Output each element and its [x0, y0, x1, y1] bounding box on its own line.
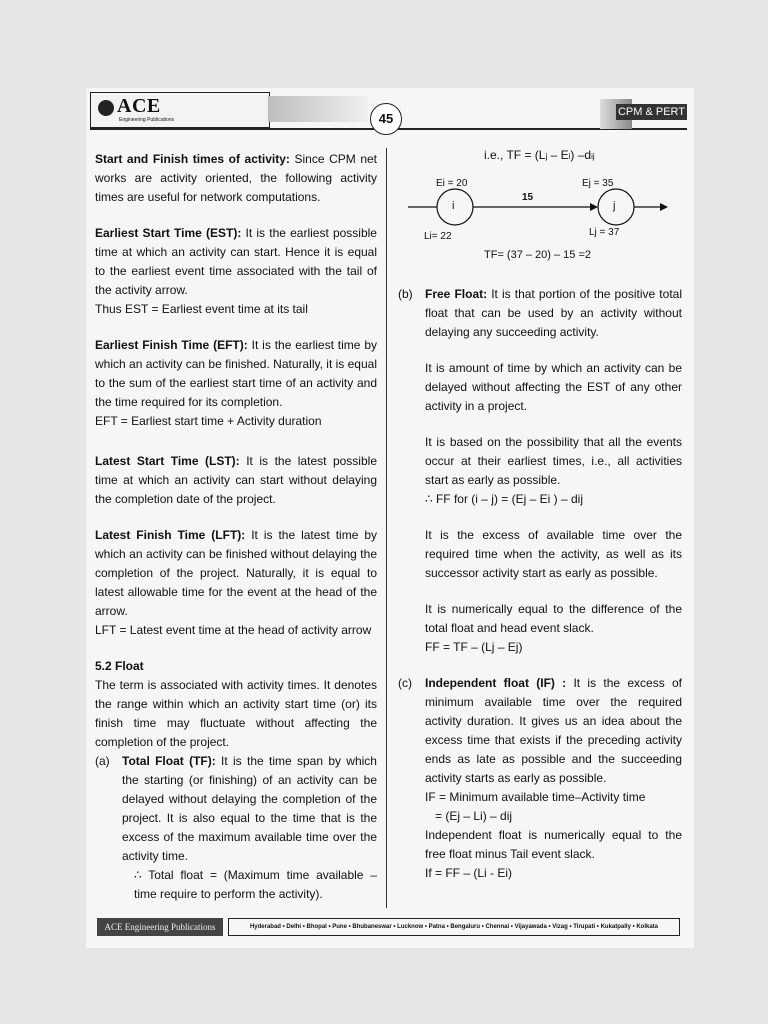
lst-heading: Latest Start Time (LST):	[95, 454, 240, 468]
free-float-paragraph	[425, 285, 682, 342]
ej-label: Ej = 35	[582, 178, 614, 189]
formula-sub: ij	[591, 152, 595, 161]
total-float-formula: ∴ Total float = (Maximum time available – time require to perform the activity).	[134, 868, 377, 901]
intro-heading: Start and Finish times of activity:	[95, 152, 290, 166]
diagram-formula	[484, 148, 595, 162]
independent-float-heading: Independent float (IF) :	[425, 676, 567, 690]
free-float-p3: It is based on the possibility that all the events occur at their earliest times, i.e., all activities start as early as possible.	[425, 435, 682, 487]
lst-paragraph	[95, 452, 377, 509]
independent-float-label: (c)	[398, 676, 412, 690]
est-text: It is the earliest possible time at which an activity can start. Hence it is equal to the earliest event time associated with the tail of the activity arrow.	[95, 226, 377, 297]
ei-label: Ei = 20	[436, 178, 468, 189]
formula-part: i.e., TF = (L	[484, 148, 546, 162]
page-footer	[97, 915, 682, 941]
est-formula: Thus EST = Earliest event time at its tail	[95, 302, 308, 316]
lft-formula: LFT = Latest event time at the head of activity arrow	[95, 623, 372, 637]
activity-arrowhead	[590, 203, 598, 211]
node-j-label: j	[613, 200, 616, 212]
free-float-p4: It is the excess of available time over the required time when the activity, as well as its successor activity start as early as possible.	[425, 528, 682, 580]
lft-paragraph	[95, 526, 377, 621]
float-diagram	[398, 148, 682, 278]
column-divider	[386, 148, 387, 908]
formula-part: – E	[547, 148, 569, 162]
eft-paragraph	[95, 336, 377, 412]
logo-subtext: Engineering Publications	[119, 117, 175, 123]
duration-label: 15	[522, 192, 534, 203]
eft-heading: Earliest Finish Time (EFT):	[95, 338, 248, 352]
footer-cities: Hyderabad • Delhi • Bhopal • Pune • Bhubaneswar • Lucknow • Patna • Bengaluru • Chennai • Vijayawada • Vizag • Tirupati • Kukatpally • Kolkata	[228, 918, 680, 936]
free-float-p5: It is numerically equal to the difference of the total float and head event slack.	[425, 602, 682, 635]
li-label: Li= 22	[424, 231, 452, 242]
lft-heading: Latest Finish Time (LFT):	[95, 528, 246, 542]
float-paragraph: The term is associated with activity times. It denotes the range within which an activity start time (or) its finish time may fluctuate without affecting the completion of the project.	[95, 678, 377, 749]
footer-publisher: ACE Engineering Publications	[97, 918, 223, 936]
logo-box	[90, 92, 270, 128]
independent-float-paragraph	[425, 674, 682, 788]
total-float-label: (a)	[95, 754, 110, 768]
tf-result: TF= (37 – 20) – 15 =2	[484, 249, 592, 261]
free-float-formula2: FF = TF – (Lj – Ej)	[425, 640, 523, 654]
free-float-p2: It is amount of time by which an activity can be delayed without affecting the EST of any other activity in a project.	[425, 361, 682, 413]
head-arrowhead	[660, 203, 668, 211]
lst-text: It is the latest possible time at which an activity can start without delaying the completion date of the project.	[95, 454, 377, 506]
formula-sub: j	[545, 152, 548, 161]
independent-float-formula3: If = FF – (Li - Ei)	[425, 866, 513, 880]
float-heading	[95, 657, 377, 676]
left-column	[95, 150, 377, 904]
free-float-text: It is that portion of the positive total float that can be used by an activity without delaying any succeeding activity.	[425, 287, 682, 339]
est-paragraph	[95, 224, 377, 300]
eft-formula: EFT = Earliest start time + Activity duration	[95, 414, 322, 428]
float-heading-text: 5.2 Float	[95, 659, 144, 673]
intro-paragraph	[95, 150, 377, 207]
logo-text: ACE	[117, 95, 161, 117]
free-float-formula1: ∴ FF for (i – j) = (Ej – Ei ) – dij	[425, 492, 583, 506]
page-number: 45	[370, 103, 402, 135]
header-shade	[268, 96, 368, 122]
logo-icon	[98, 100, 114, 116]
section-tag: CPM & PERT	[617, 106, 686, 118]
est-heading: Earliest Start Time (EST):	[95, 226, 242, 240]
free-float-heading: Free Float:	[425, 287, 488, 301]
intro-text: Since CPM net works are activity oriented, the following activity times are useful for network computations.	[95, 152, 377, 204]
eft-text: It is the earliest time by which an activity can be finished. Naturally, it is equal to the sum of the earliest start time of an activity and the time required for its completion.	[95, 338, 378, 409]
independent-float-item	[398, 674, 682, 883]
node-j-circle	[598, 189, 634, 225]
total-float-paragraph	[122, 752, 377, 866]
free-float-label: (b)	[398, 287, 413, 301]
lj-label: Lj = 37	[589, 227, 620, 238]
lft-text: It is the latest time by which an activity can be finished without delaying the completion of the project. Naturally, it is equal to latest allowable time for the event at the head of the arrow.	[95, 528, 377, 618]
node-i-label: i	[452, 200, 455, 212]
node-i-circle	[437, 189, 473, 225]
total-float-text: It is the time span by which the starting (or finishing) of an activity can be delayed without delaying the completion of the project. It is also equal to the time that is the excess of the maximum available time over the activity time.	[122, 754, 377, 863]
right-column	[398, 285, 682, 883]
independent-float-p2: Independent float is numerically equal to the free float minus Tail event slack.	[425, 828, 682, 861]
free-float-item	[398, 285, 682, 657]
independent-float-formula1: IF = Minimum available time–Activity time	[425, 790, 646, 804]
formula-part: ) –d	[570, 148, 592, 162]
formula-sub: i	[568, 152, 571, 161]
independent-float-formula2: = (Ej – Li) – dij	[435, 809, 513, 823]
total-float-item	[95, 752, 377, 904]
total-float-heading: Total Float (TF):	[122, 754, 216, 768]
independent-float-text: It is the excess of minimum available time over the required activity duration. It gives us an idea about the excess time that exists if the preceding activity ends as late as possible and the succeeding activity starts as early as possible.	[425, 676, 682, 785]
